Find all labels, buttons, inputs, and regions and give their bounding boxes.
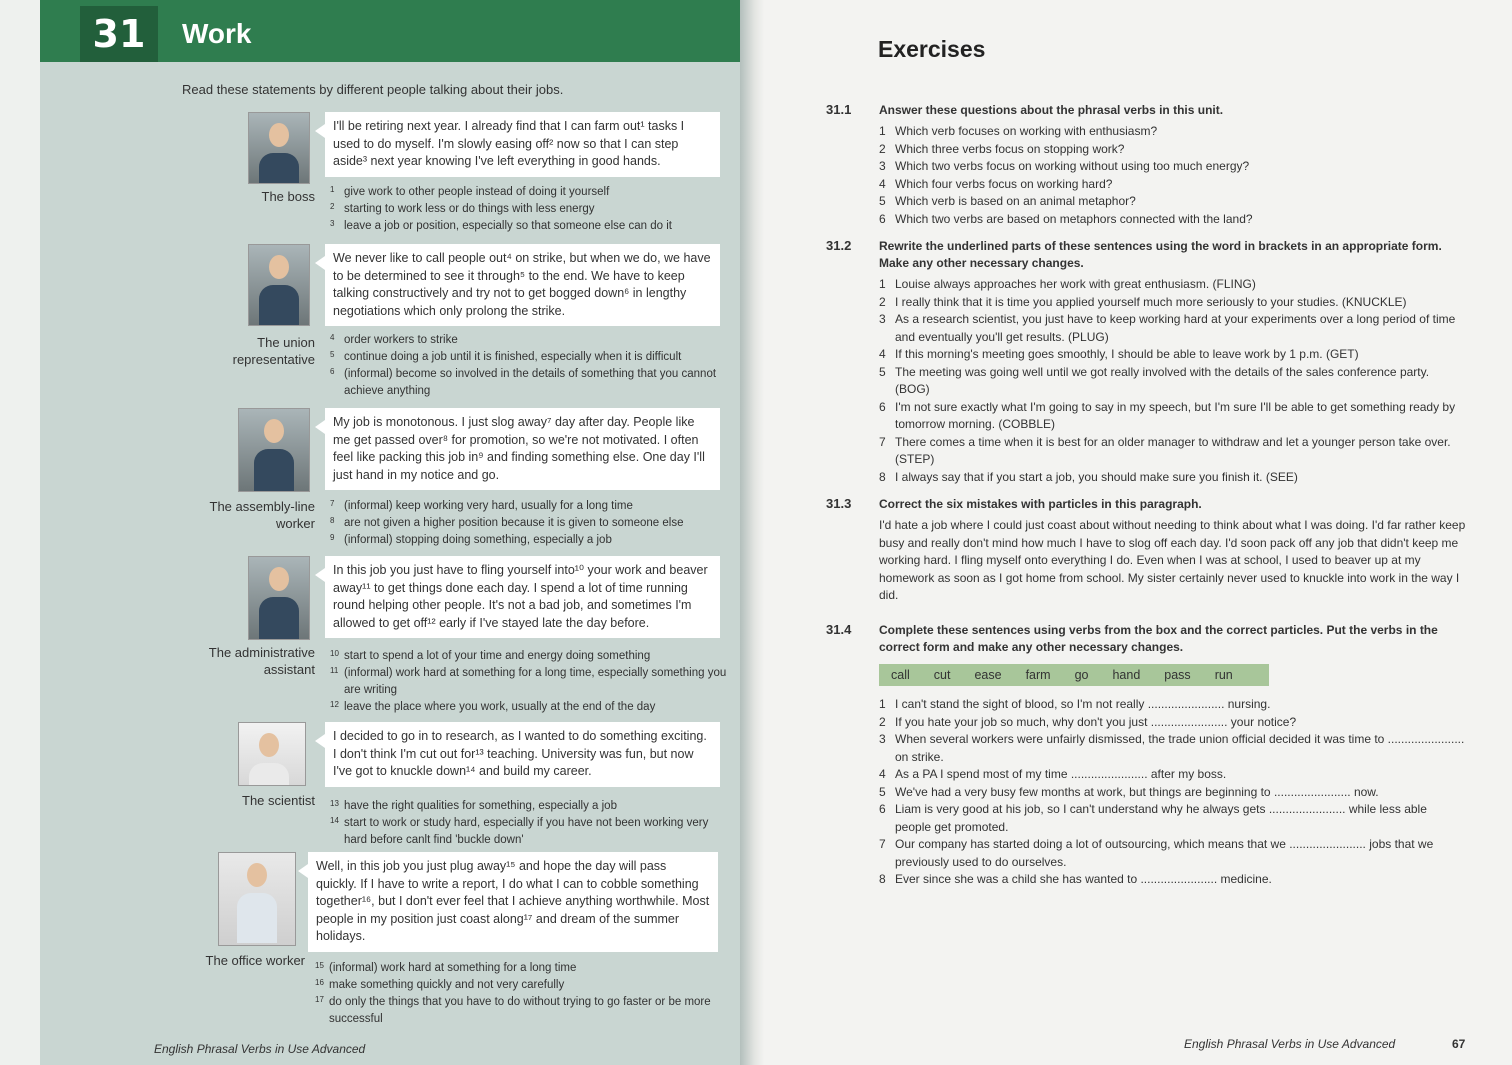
word-box-item: call — [891, 668, 910, 682]
definitions — [330, 498, 730, 549]
definition: 4 order workers to strike — [330, 333, 458, 346]
speaker-label: The administrative assistant — [208, 645, 315, 677]
word-box-item: run — [1214, 668, 1233, 682]
word-box — [879, 664, 1269, 686]
word-box-item: cut — [933, 668, 951, 682]
definition: 17 do only the things that you have to do without trying to go faster or be more successful — [315, 995, 711, 1025]
definition: 10 start to spend a lot of your time and energy doing something — [330, 649, 651, 662]
definition: 6 (informal) become so involved in the details of something that you cannot achieve anything — [330, 367, 717, 397]
show-through-text — [1270, 40, 1450, 80]
word-box-item: hand — [1112, 668, 1141, 682]
exercise-item: 3 Which two verbs focus on working without using too much energy? — [879, 159, 1250, 173]
exercise-number: 31.3 — [826, 496, 852, 511]
exercise-item: 5 We've had a very busy few months at work, but things are beginning to ....................... now. — [879, 784, 1379, 799]
exercise-item: 7 There comes a time when it is best for an older manager to withdraw and let a younger person take over. (STEP) — [879, 434, 1451, 466]
speech-bubble: I decided to go in to research, as I wanted to do something exciting. I don't think I'm cut out for¹³ teaching. University was fun, but now I've got to knuckle down¹⁴ and build my career. — [325, 722, 720, 787]
exercise-31-4 — [826, 622, 1466, 889]
definition: 1 give work to other people instead of doing it yourself — [330, 185, 610, 198]
definition: 11 (informal) work hard at something for a long time, especially something you are writing — [330, 666, 727, 696]
union-rep-photo — [248, 244, 310, 326]
exercise-item: 5 Which verb is based on an animal metaphor? — [879, 194, 1136, 208]
exercise-31-3 — [826, 496, 1466, 605]
speaker-label: The union representative — [232, 335, 315, 367]
boss-photo — [248, 112, 310, 184]
exercise-item: 6 I'm not sure exactly what I'm going to say in my speech, but I'm sure I'll be able to get something ready by tomorrow morning. (COBBLE) — [879, 399, 1456, 431]
exercise-instruction: Rewrite the underlined parts of these sentences using the word in brackets in an appropriate form. Make any other necessary changes. — [879, 239, 1442, 270]
unit-title: Work — [182, 18, 252, 49]
exercise-item: 8 I always say that if you start a job, you should make sure you finish it. (SEE) — [879, 469, 1298, 484]
exercise-items — [879, 696, 1466, 889]
definitions — [330, 184, 730, 235]
definition: 16 make something quickly and not very carefully — [315, 978, 565, 991]
page-edge — [0, 0, 40, 1065]
left-page — [0, 0, 752, 1065]
exercise-instruction: Correct the six mistakes with particles in this paragraph. — [879, 497, 1202, 511]
speech-bubble: We never like to call people out⁴ on strike, but when we do, we have to be determined to see it through⁵ to the end. We have to keep talking constructively and try not to get bogged down⁶ in lengthy negotiations which only prolong the strike. — [325, 244, 720, 326]
exercise-31-1 — [826, 102, 1466, 228]
admin-assistant-photo — [248, 556, 310, 640]
exercise-item: 6 Which two verbs are based on metaphors connected with the land? — [879, 211, 1253, 226]
word-box-item: ease — [974, 668, 1002, 682]
unit-number: 31 — [80, 6, 158, 62]
exercise-items — [879, 123, 1466, 228]
exercise-item: 2 If you hate your job so much, why don't you just ....................... your notice? — [879, 714, 1297, 729]
definition: 15 (informal) work hard at something for a long time — [315, 961, 577, 974]
exercise-paragraph: I'd hate a job where I could just coast about without needing to think about what I was doing. I'd far rather keep busy and really don't mind how much I have to slog off each day. I'd soon pack off any job that didn't keep me working hard. I fling myself onto everything I do. Even when I was at school, I used to beaver up at my homework as soon as I got home from school. My sister certainly never used to knuckle into work in the way I did. — [879, 518, 1466, 602]
exercise-item: 8 Ever since she was a child she has wanted to ....................... medicine. — [879, 872, 1272, 886]
exercise-item: 4 If this morning's meeting goes smoothly, I should be able to leave work by 1 p.m. (GET) — [879, 347, 1359, 361]
exercises-title: Exercises — [878, 36, 986, 62]
exercise-31-2 — [826, 238, 1466, 486]
exercise-item: 5 The meeting was going well until we got really involved with the details of the sales conference party. (BOG) — [879, 364, 1430, 396]
exercise-item: 1 Louise always approaches her work with great enthusiasm. (FLING) — [879, 277, 1256, 291]
book-gutter — [740, 0, 764, 1065]
definitions — [315, 960, 715, 1028]
exercise-items — [879, 276, 1466, 486]
word-box-item: pass — [1164, 668, 1191, 682]
definition: 2 starting to work less or do things with less energy — [330, 202, 595, 215]
exercise-item: 7 Our company has started doing a lot of outsourcing, which means that we ....................... jobs that we previously used to do ourselves. — [879, 837, 1434, 869]
definition: 9 (informal) stopping doing something, especially a job — [330, 533, 612, 546]
definition: 13 have the right qualities for something, especially a job — [330, 799, 617, 812]
exercise-item: 3 When several workers were unfairly dismissed, the trade union official decided it was time to ....................... on strike. — [879, 732, 1465, 764]
speaker-label: The assembly-line worker — [209, 499, 315, 531]
exercise-item: 4 As a PA I spend most of my time ....................... after my boss. — [879, 767, 1227, 781]
definition: 3 leave a job or position, especially so that someone else can do it — [330, 219, 672, 232]
speaker-label: The boss — [261, 189, 315, 204]
definitions — [330, 798, 730, 849]
speech-bubble: I'll be retiring next year. I already find that I can farm out¹ tasks I used to do myself. I'm slowly easing off² now so that I can step aside³ next year knowing I've left everything in good hands. — [325, 112, 720, 177]
right-footer: English Phrasal Verbs in Use Advanced — [1184, 1037, 1396, 1051]
word-box-item: go — [1074, 668, 1089, 682]
speaker-label: The office worker — [205, 953, 305, 968]
assembly-worker-photo — [238, 408, 310, 492]
left-footer: English Phrasal Verbs in Use Advanced — [154, 1042, 366, 1056]
scientist-photo — [238, 722, 306, 786]
exercise-number: 31.4 — [826, 622, 852, 637]
definition: 14 start to work or study hard, especially if you have not been working very hard before canlt find 'buckle down' — [330, 816, 709, 846]
page-number: 67 — [1452, 1037, 1466, 1051]
exercise-item: 3 As a research scientist, you just have to keep working hard at your experiments over a long period of time and eventually you'll get results. (PLUG) — [879, 312, 1456, 344]
word-box-item: farm — [1025, 668, 1051, 682]
intro-text: Read these statements by different people talking about their jobs. — [182, 82, 564, 97]
definition: 7 (informal) keep working very hard, usually for a long time — [330, 499, 633, 512]
exercise-item: 2 Which three verbs focus on stopping work? — [879, 141, 1125, 156]
exercise-instruction: Complete these sentences using verbs from the box and the correct particles. Put the verbs in the correct form and make any other necessary changes. — [879, 623, 1438, 654]
office-worker-photo — [218, 852, 296, 946]
speech-bubble: Well, in this job you just plug away¹⁵ and hope the day will pass quickly. If I have to write a report, I do what I can to cobble something together¹⁶, but I don't ever feel that I achieve anything worthwhile. Most people in my position just coast along¹⁷ and dream of the summer holidays. — [308, 852, 718, 952]
exercise-item: 4 Which four verbs focus on working hard? — [879, 176, 1113, 191]
speech-bubble: In this job you just have to fling yourself into¹⁰ your work and beaver away¹¹ to get things done each day. I spend a lot of time running round helping other people. It's not a bad job, and sometimes I'm allowed to get off¹² early if I've stayed late the day before. — [325, 556, 720, 638]
exercise-item: 1 Which verb focuses on working with enthusiasm? — [879, 124, 1158, 138]
exercise-item: 2 I really think that it is time you applied yourself much more seriously to your studies. (KNUCKLE) — [879, 294, 1407, 309]
definitions — [330, 332, 730, 400]
definition: 8 are not given a higher position because it is given to someone else — [330, 516, 684, 529]
exercise-item: 6 Liam is very good at his job, so I can't understand why he always gets ....................... while less able people get promoted. — [879, 802, 1427, 834]
definition: 5 continue doing a job until it is finished, especially when it is difficult — [330, 350, 682, 363]
speech-bubble: My job is monotonous. I just slog away⁷ day after day. People like me get passed over⁸ for promotion, so we're not motivated. I often feel like packing this job in⁹ and finding something else. One day I'll just hand in my notice and go. — [325, 408, 720, 490]
exercise-number: 31.2 — [826, 238, 852, 253]
speaker-label: The scientist — [242, 793, 315, 808]
definition: 12 leave the place where you work, usually at the end of the day — [330, 700, 656, 713]
definitions — [330, 648, 730, 716]
exercise-instruction: Answer these questions about the phrasal verbs in this unit. — [879, 103, 1224, 117]
exercise-item: 1 I can't stand the sight of blood, so I'm not really ....................... nursing. — [879, 697, 1271, 711]
exercise-number: 31.1 — [826, 102, 852, 117]
